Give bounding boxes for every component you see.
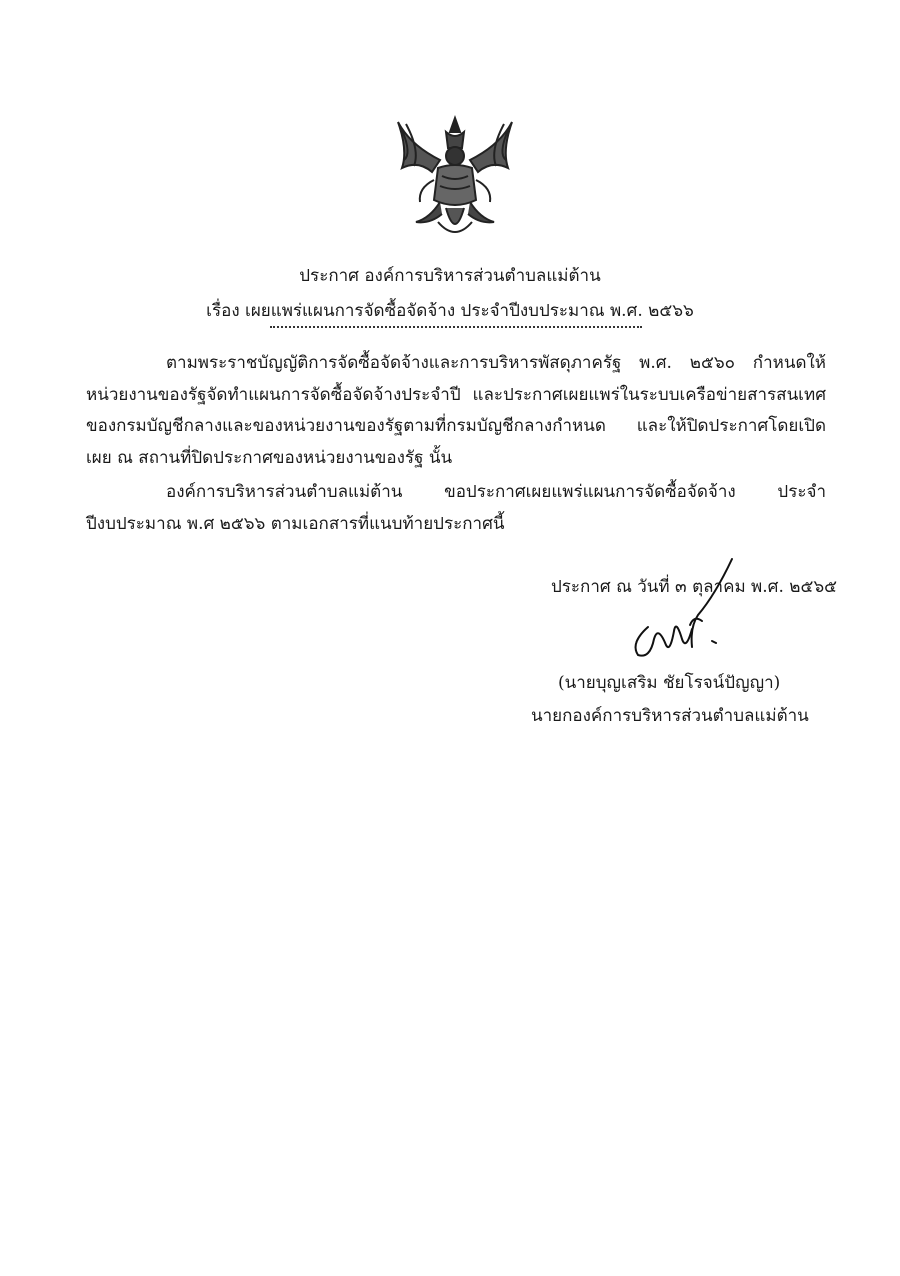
dotted-divider xyxy=(270,326,642,328)
announcement-title: ประกาศ องค์การบริหารส่วนตำบลแม่ต้าน xyxy=(299,266,601,286)
announcement-date: ประกาศ ณ วันที่ ๓ ตุลาคม พ.ศ. ๒๕๖๕ xyxy=(551,577,837,597)
announcement-subject: เรื่อง เผยแพร่แผนการจัดซื้อจัดจ้าง ประจำปีงบประมาณ พ.ศ. ๒๕๖๖ xyxy=(206,301,694,321)
body-paragraph-2: องค์การบริหารส่วนตำบลแม่ต้าน ขอประกาศเผยแพร่แผนการจัดซื้อจัดจ้าง ประจำปีงบประมาณ พ.ศ ๒๕๖๖ ตามเอกสารที่แนบท้ายประกาศนี้ xyxy=(86,482,826,534)
signatory-name: (นายบุญเสริม ชัยโรจน์ปัญญา) xyxy=(558,673,781,693)
handwritten-signature xyxy=(620,555,740,665)
body-paragraph-1: ตามพระราชบัญญัติการจัดซื้อจัดจ้างและการบริหารพัสดุภาครัฐ พ.ศ. ๒๕๖๐ กำหนดให้หน่วยงานของรัฐจัดทำแผนการจัดซื้อจัดจ้างประจำปี และประกาศเผยแพร่ในระบบเครือข่ายสารสนเทศของกรมบัญชีกลางและของหน่วยงานของรัฐตามที่กรมบัญชีกลางกำหนด และให้ปิดประกาศโดยเปิดเผย ณ สถานที่ปิดประกาศของหน่วยงานของรัฐ นั้น xyxy=(86,353,826,468)
garuda-emblem-icon xyxy=(390,110,520,245)
signatory-position: นายกองค์การบริหารส่วนตำบลแม่ต้าน xyxy=(531,706,809,726)
